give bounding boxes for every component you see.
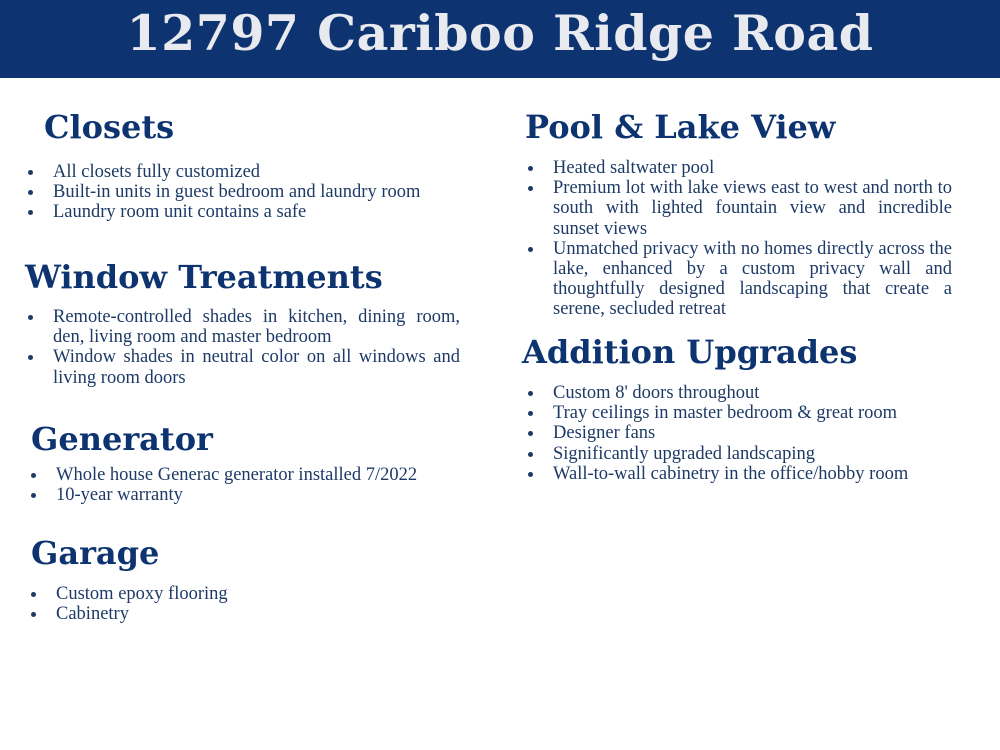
list-item: Heated saltwater pool <box>525 158 952 178</box>
bullet-list <box>28 584 478 624</box>
bullet-icon <box>528 472 533 477</box>
bullet-icon <box>31 493 36 498</box>
bullet-list <box>25 162 475 223</box>
bullet-icon <box>28 210 33 215</box>
list-item: Window shades in neutral color on all windows and living room doors <box>25 347 460 387</box>
section-pool-lake-view <box>525 107 952 320</box>
bullet-icon <box>528 186 533 191</box>
bullet-icon <box>528 452 533 457</box>
list-item: Laundry room unit contains a safe <box>25 202 475 222</box>
bullet-icon <box>28 315 33 320</box>
section-title: Garage <box>31 534 160 572</box>
bullet-icon <box>528 166 533 171</box>
section-title: Closets <box>44 108 175 146</box>
list-item: Wall-to-wall cabinetry in the office/hobby room <box>525 464 972 484</box>
list-item: All closets fully customized <box>25 162 475 182</box>
page-title: 12797 Cariboo Ridge Road <box>126 4 874 62</box>
list-item: Custom 8' doors throughout <box>525 383 972 403</box>
bullet-icon <box>28 190 33 195</box>
section-title: Pool & Lake View <box>525 108 836 146</box>
section-title: Addition Upgrades <box>522 333 858 371</box>
list-item: Designer fans <box>525 423 972 443</box>
header-banner <box>0 0 1000 78</box>
bullet-icon <box>528 411 533 416</box>
bullet-list <box>28 465 478 505</box>
list-item: Unmatched privacy with no homes directly across the lake, enhanced by a custom privacy wall and thoughtfully designed landscaping that create a serene, secluded retreat <box>525 239 952 320</box>
section-title: Window Treatments <box>25 258 383 296</box>
list-item: Tray ceilings in master bedroom & great room <box>525 403 972 423</box>
bullet-icon <box>528 247 533 252</box>
section-title: Generator <box>31 420 213 458</box>
bullet-icon <box>31 473 36 478</box>
bullet-icon <box>28 355 33 360</box>
list-item: Built-in units in guest bedroom and laundry room <box>25 182 475 202</box>
bullet-icon <box>28 170 33 175</box>
list-item: Remote-controlled shades in kitchen, dining room, den, living room and master bedroom <box>25 307 460 347</box>
list-item: Whole house Generac generator installed 7/2022 <box>28 465 478 485</box>
list-item: Custom epoxy flooring <box>28 584 478 604</box>
list-item: Cabinetry <box>28 604 478 624</box>
bullet-list <box>525 158 952 320</box>
bullet-list <box>525 383 972 484</box>
list-item: 10-year warranty <box>28 485 478 505</box>
section-closets <box>25 107 475 223</box>
list-item: Premium lot with lake views east to west and north to south with lighted fountain view and incredible sunset views <box>525 178 952 239</box>
bullet-icon <box>31 612 36 617</box>
bullet-icon <box>528 431 533 436</box>
bullet-list <box>25 307 460 388</box>
bullet-icon <box>528 391 533 396</box>
section-addition-upgrades <box>522 332 972 484</box>
section-generator <box>28 419 478 505</box>
bullet-icon <box>31 592 36 597</box>
section-window-treatments <box>25 257 460 388</box>
list-item: Significantly upgraded landscaping <box>525 444 972 464</box>
section-garage <box>28 533 478 624</box>
